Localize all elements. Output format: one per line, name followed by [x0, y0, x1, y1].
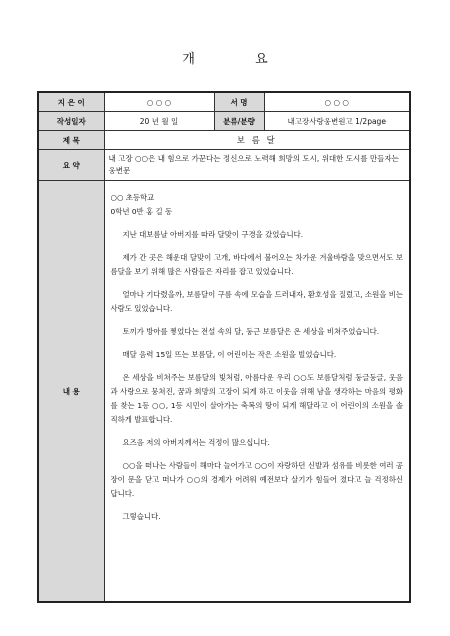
subject-value: 보 름 달 [104, 131, 410, 150]
paragraph: 토끼가 방아를 찧었다는 전설 속의 달, 둥근 보름달은 온 세상을 비쳐주었습니다. [122, 327, 380, 336]
sign-label: 서 명 [214, 92, 264, 112]
paragraph: ○○을 떠나는 사람들이 해마다 늘어가고 ○○이 자랑하던 신발과 섬유를 비롯한 여러 공장이 문을 닫고 떠나가 ○○의 경제가 어려워 예전보다 살기가 힘들어 졌다고 늘 걱정하신 답니다. [110, 461, 403, 498]
paragraph: 그렇습니다. [122, 512, 161, 521]
author-row [38, 92, 410, 112]
date-value: 20 년 월 일 [104, 112, 214, 131]
school-line: ○○ 초등학교 [110, 193, 155, 202]
content-row [38, 181, 410, 603]
content-body [104, 181, 410, 603]
paragraph: 얼마나 기다렸을까, 보름달이 구름 속에 모습을 드러내자, 환호성을 질렀고, 소원을 비는 사람도 있었습니다. [110, 290, 403, 313]
summary-row [38, 150, 410, 181]
sign-value: ○ ○ ○ [264, 92, 410, 112]
subject-label: 제 목 [38, 131, 104, 150]
paragraph: 온 세상을 비쳐주는 보름달의 빛처럼, 아름다운 우리 ○○도 보름달처럼 둥글둥글, 웃음과 사랑으로 뭉쳐진, 꿈과 희망의 고장이 되게 하고 이웃을 위해 남을 생각하는 마음의 평화를 찾는 1등 ○○, 1등 시민이 살아가는 축복의 땅이 되게 해달라고 이 어린이의 소원을 솔직하게 발표합니다. [110, 373, 403, 424]
info-table [37, 91, 411, 603]
page-title: 개 요 [182, 52, 296, 67]
paragraph: 제가 간 곳은 해운대 달맞이 고개, 바다에서 불어오는 차가운 겨울바람을 맞으면서도 보름달을 보기 위해 많은 사람들은 자리를 잡고 있었습니다. [110, 253, 403, 276]
summary-value: 내 고장 ○○은 내 힘으로 가꾼다는 정신으로 노력해 희망의 도시, 위대한 도시를 만들자는 웅변문 [104, 150, 410, 181]
author-value: ○ ○ ○ [104, 92, 214, 112]
summary-label: 요 약 [38, 150, 104, 181]
author-label: 지 은 이 [38, 92, 104, 112]
subject-row [38, 131, 410, 150]
date-label: 작성일자 [38, 112, 104, 131]
student-name: 0학년 0반 홍 길 동 [110, 207, 173, 216]
paragraph: 매달 음력 15일 뜨는 보름달, 이 어린이는 작은 소원을 빌었습니다. [122, 350, 337, 359]
paragraph: 요즈음 저의 아버지께서는 걱정이 많으십니다. [122, 438, 270, 447]
paragraph: 지난 대보름날 아버지를 따라 달맞이 구경을 갔었습니다. [122, 230, 304, 239]
category-value: 내고장사랑웅변원고 1/2page [264, 112, 410, 131]
category-label: 분류/분량 [214, 112, 264, 131]
date-row [38, 112, 410, 131]
content-label: 내 용 [38, 181, 104, 603]
